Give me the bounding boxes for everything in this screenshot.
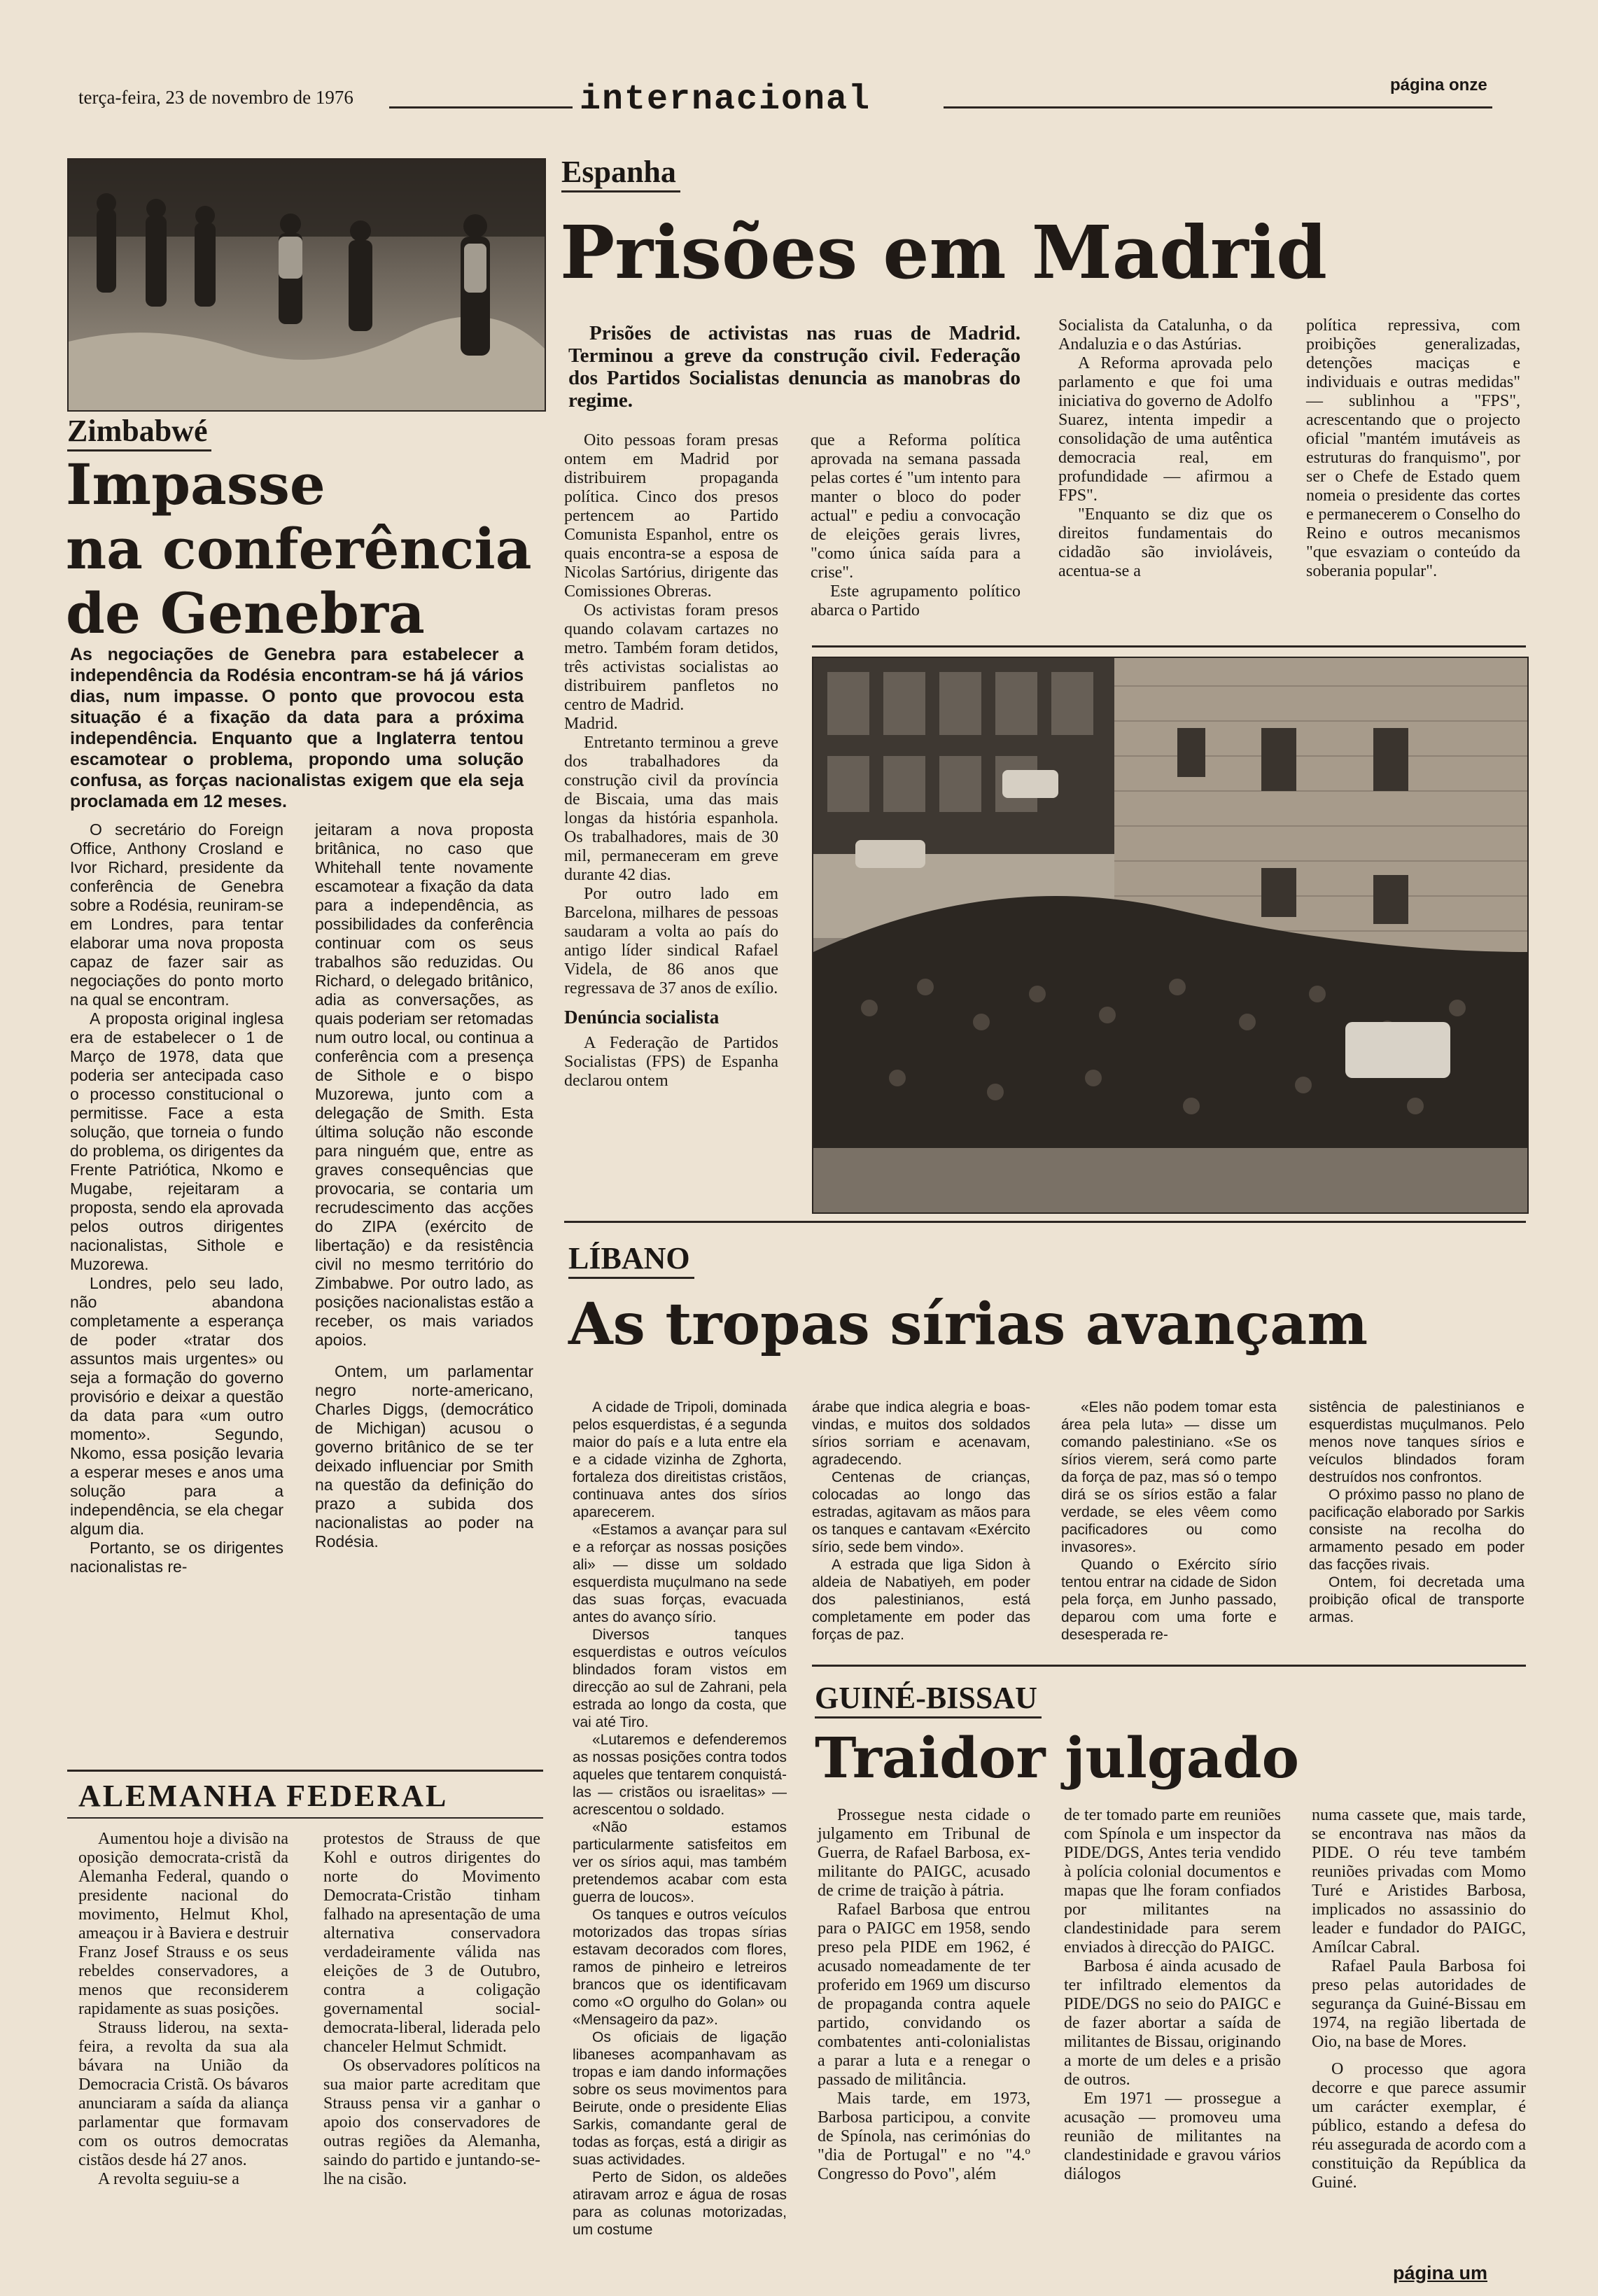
espanha-column-1: [564, 431, 778, 1091]
alemanha-paragraph: A revolta seguiu-se a: [98, 2170, 239, 2188]
espanha-paragraph: Por outro lado em Barcelona, milhares de pessoas saudaram a volta ao país do antigo líder sindical Rafael Videla, de 86 anos que regressava de 37 anos de exílio.: [564, 885, 778, 997]
guine-column-1: [818, 1806, 1030, 2184]
alemanha-paragraph: Aumentou hoje a divisão na oposição democrata-cristã da Alemanha Federal, quando o presidente nacional do movimento, Helmut Khol, ameaçou ir à Baviera e destruir Franz Josef Strauss e os seus rebeldes conservadores, a menos que reconsiderem rapidamente as suas posições.: [78, 1830, 288, 2018]
alemanha-kicker: ALEMANHA FEDERAL: [78, 1779, 449, 1813]
libano-kicker-wrap: [568, 1240, 694, 1279]
crowd-photo-illustration: [813, 658, 1527, 1212]
zimbabwe-title-line3: de Genebra: [66, 580, 425, 646]
libano-paragraph: A estrada que liga Sidon à aldeia de Nabatiyeh, em poder dos palestinianos, está completamente em poder das forças de paz.: [812, 1557, 1030, 1643]
espanha-paragraph: A Federação de Partidos Socialistas (FPS) de Espanha declarou ontem: [564, 1034, 778, 1090]
guine-kicker-wrap: [815, 1680, 1042, 1718]
zimbabwe-paragraph: O secretário do Foreign Office, Anthony Crosland e Ivor Richard, presidente da conferência de Genebra sobre a Rodésia, reuniram-se em Londres, para tentar elaborar uma nova proposta capaz de fazer sair as negociações do ponto morto na qual se encontram.: [70, 820, 283, 1009]
espanha-paragraph: Este agrupamento político abarca o Partido: [811, 582, 1021, 620]
espanha-column-3: [1058, 316, 1273, 581]
soldiers-photo-illustration: [69, 160, 545, 410]
libano-kicker: LÍBANO: [568, 1240, 694, 1279]
alemanha-column-2: [323, 1830, 540, 2189]
guine-paragraph: Rafael Barbosa que entrou para o PAIGC em 1958, sendo preso pela PIDE em 1962, é acusado nomeadamente de ter proferido em 1969 um discurso de propaganda contra aquele partido, convidando os combatentes anti-colonialistas a parar a luta e a renegar o passado de militância.: [818, 1900, 1030, 2089]
zimbabwe-title-line1: Impasse: [66, 451, 325, 517]
zimbabwe-paragraph: Ontem, um parlamentar negro norte-americano, Charles Diggs, (democrático de Michigan) acusou o governo britânico de se ter deixado influenciar por Smith na questão da definição do prazo a subida dos nacionalistas ao poder na Rodésia.: [315, 1362, 533, 1550]
libano-paragraph: Diversos tanques esquerdistas e outros veículos blindados foram vistos em direcção ao sul de Zahrani, pela estrada ao longo da costa, que vai até Tiro.: [573, 1627, 787, 1730]
libano-paragraph: «Eles não podem tomar esta área pela luta» — disse um comando palestiniano. «Se os sírios vierem, será como parte da força de paz, mas só o tempo dirá se os sírios estão a falar verdade, se eles vêem como pacificadores ou como invasores».: [1061, 1399, 1277, 1555]
libano-paragraph: Centenas de crianças, colocadas ao longo das estradas, agitavam as mãos para os tanques e cantavam «Exército sírio, sede bem vindo».: [812, 1469, 1030, 1555]
libano-paragraph: Ontem, foi decretada uma proibição ofical de transporte armas.: [1309, 1574, 1525, 1625]
espanha-photo: [812, 657, 1529, 1214]
alemanha-paragraph: Os observadores políticos na sua maior parte acreditam que Strauss pensa vir a ganhar o apoio dos conservadores de outras regiões da Alemanha, saindo do partido e juntando-se-lhe na cisão.: [323, 2057, 540, 2188]
libano-paragraph: Os tanques e outros veículos motorizados das tropas sírias estavam decorados com flores, ramos de pinheiro e letreiros brancos que os identificavam como «O orgulho do Golan» ou «Mensageiro da paz».: [573, 1907, 787, 2028]
page-number: página onze: [1390, 76, 1487, 94]
espanha-paragraph: "Enquanto se diz que os direitos fundamentais do cidadão são invioláveis, acentua-se a: [1058, 505, 1273, 580]
alemanha-column-1: [78, 1830, 288, 2189]
espanha-title: Prisões em Madrid: [560, 209, 1328, 295]
section-title: internacional: [580, 80, 871, 120]
header-rule-left: [389, 106, 573, 108]
libano-paragraph: sistência de palestinianos e esquerdistas muçulmanos. Pelo menos nove tanques sírios e veículos blindados foram destruídos nos confrontos.: [1309, 1399, 1525, 1485]
alemanha-paragraph: protestos de Strauss de que Kohl e outros dirigentes do norte do Movimento Democrata-Cristão tinham falhado na apresentação de uma alternativa conservadora verdadeiramente válida nas eleições de 3 de Outubro, contra a coligação governamental social-democrata-liberal, liderada pelo chanceler Helmut Schmidt.: [323, 1830, 540, 2056]
guine-column-3: [1312, 1806, 1526, 2192]
espanha-paragraph: Socialista da Catalunha, o da Andaluzia e o das Astúrias.: [1058, 316, 1273, 354]
espanha-paragraph: que a Reforma política aprovada na semana passada pelas cortes é "um intento para manter o bloco do poder actual" e pediu a convocação de eleições gerais livres, "como única saída para a crise".: [811, 431, 1021, 582]
header-date: terça-feira, 23 de novembro de 1976: [78, 87, 353, 108]
espanha-paragraph: Os activistas foram presos quando colavam cartazes no metro. Também foram detidos, três activistas socialistas ao distribuirem panfletos no centro de Madrid.: [564, 601, 778, 714]
espanha-paragraph: política repressiva, com proibições generalizadas, detenções maciças e individuais e outras medidas" — sublinhou a "FPS", acrescentando que o projecto oficial "mantém imutáveis as estruturas do franquismo", por ser o Chefe de Estado quem nomeia o presidente das cortes e permanecerem o Conselho do Reino e outros mecanismos "que esvaziam o conteúdo da soberania popular".: [1306, 316, 1520, 580]
libano-column-1: [573, 1399, 787, 2239]
libano-paragraph: árabe que indica alegria e boas-vindas, e muitos dos soldados sírios sorriam e acenavam, agradecendo.: [812, 1399, 1030, 1468]
zimbabwe-column-1: [70, 820, 283, 1576]
libano-column-4: [1309, 1399, 1525, 1626]
guine-paragraph: numa cassete que, mais tarde, se encontrava nas mãos da PIDE. O réu teve também reuniões privadas com Momo Turé e Aristides Barbosa, implicados no assassinio do leader e fundador do PAIGC, Amílcar Cabral.: [1312, 1806, 1526, 1956]
libano-column-3: [1061, 1399, 1277, 1644]
zimbabwe-paragraph: Londres, pelo seu lado, não abandona completamente a esperança de poder «tratar dos assuntos mais urgentes» ou seja a formação do governo provisório e deixar a questão da data para «um outro momento». Segundo, Nkomo, essa posição levaria a esperar meses e anos uma solução para a independência, se ela chegar algum dia.: [70, 1274, 283, 1538]
zimbabwe-paragraph: Portanto, se os dirigentes nacionalistas re-: [70, 1539, 283, 1576]
zimbabwe-headline: [66, 452, 549, 645]
header-rule-right: [944, 106, 1492, 108]
espanha-paragraph: Madrid.: [564, 715, 618, 733]
alemanha-kicker-rule: [67, 1817, 543, 1819]
zimbabwe-lead: As negociações de Genebra para estabelecer a independência da Rodésia encontram-se há já vários dias, num impasse. O ponto que provocou esta situação é a fixação da data para a próxima independência. Enquanto que a Inglaterra tentou escamotear o problema, propondo uma solução confusa, as forças nacionalistas exigem que ela seja proclamada em 12 meses.: [70, 645, 524, 811]
libano-paragraph: Quando o Exército sírio tentou entrar na cidade de Sidon pela força, em Junho passado, deparou com uma forte e desesperada re-: [1061, 1557, 1277, 1643]
guine-paragraph: O processo que agora decorre e que parece assumir um carácter exemplar, é público, estando a defesa do réu assegurada de acordo com a constituição da República da Guiné.: [1312, 2060, 1526, 2192]
libano-column-2: [812, 1399, 1030, 1644]
espanha-kicker-wrap: [561, 154, 680, 192]
libano-paragraph: Os oficiais de ligação libaneses acompanhavam as tropas e iam dando informações sobre os seus movimentos para Beirute, onde o presidente Elias Sarkis, comandante geral de todas as forças, está a dirigir as suas actividades.: [573, 2029, 787, 2168]
guine-paragraph: Mais tarde, em 1973, Barbosa participou, a convite de Spínola, nas cerimónias do "dia de Portugal" e no "4.º Congresso do Povo", além: [818, 2090, 1030, 2183]
zimbabwe-kicker-wrap: [67, 413, 211, 451]
guine-column-2: [1064, 1806, 1281, 2184]
zimbabwe-paragraph: jeitaram a nova proposta britânica, no caso que Whitehall tente novamente escamotear a fixação da data para a independência, as possibilidades da conferência continuar com os seus trabalhos são reduzidas. Ou Richard, o delegado britânico, adia as conversações, as quais poderiam ser retomadas num outro local, ou continua a conferência com a presença de Sithole e o bispo Muzorewa, junto com a delegação de Smith. Esta última solução não esconde para ninguém que, entre as graves consequências que provocaria, se contaria um recrudescimento das acções do ZIPA (exército de libertação) e da resistência civil no mesmo território do Zimbabwe. Por outro lado, as posições nacionalistas estão a receber, os mais variados apoios.: [315, 820, 533, 1349]
guine-paragraph: Rafael Paula Barbosa foi preso pelas autoridades de segurança da Guiné-Bissau em 1974, na região libertada de Oio, na base de Mores.: [1312, 1957, 1526, 2051]
zimbabwe-paragraph: A proposta original inglesa era de estabelecer o 1 de Março de 1978, data que poderia ser antecipada caso o processo constitucional o permitisse. Face a esta solução, que torneia o fundo do problema, os dirigentes da Frente Patriótica, Nkomo e Mugabe, rejeitaram a proposta, sendo ela aprovada pelos outros dirigentes nacionalistas, Sithole e Muzorewa.: [70, 1009, 283, 1273]
libano-paragraph: «Lutaremos e defenderemos as nossas posições contra todos aqueles que tentarem conquistá-las — cristãos ou israelitas» — acrescentou o soldado.: [573, 1732, 787, 1818]
espanha-column-2: [811, 431, 1021, 620]
espanha-photo-rule: [812, 645, 1526, 648]
espanha-paragraph: Entretanto terminou a greve dos trabalhadores da construção civil da província de Biscaia, uma das mais longas da história espanhola. Os trabalhadores, mais de 30 mil, permaneceram em greve durante 42 dias.: [564, 734, 778, 884]
footer-page-link[interactable]: página um: [1393, 2262, 1488, 2283]
guine-kicker: GUINÉ-BISSAU: [815, 1680, 1042, 1718]
libano-title: As tropas sírias avançam: [568, 1291, 1368, 1358]
guine-paragraph: Em 1971 — prossegue a acusação — promoveu uma reunião de militantes na clandestinidade e gravou vários diálogos: [1064, 2090, 1281, 2183]
guine-paragraph: Barbosa é ainda acusado de ter infiltrado elementos da PIDE/DGS no seio do PAIGC e de fazer abortar a saída de militantes de Bissau, originando a morte de um deles e a prisão de outros.: [1064, 1957, 1281, 2089]
zimbabwe-column-2: [315, 820, 533, 1551]
libano-paragraph: A cidade de Tripoli, dominada pelos esquerdistas, é a segunda maior do país e a luta entre ela e a cidade vizinha de Zghorta, fortaleza dos direitistas cristãos, continuava antes dos sírios aparecerem.: [573, 1399, 787, 1520]
libano-paragraph: Perto de Sidon, os aldeões atiravam arroz e água de rosas para as colunas motorizadas, um costume: [573, 2169, 787, 2238]
espanha-kicker: Espanha: [561, 154, 680, 192]
guine-title: Traidor julgado: [815, 1725, 1299, 1791]
espanha-subhead: Denúncia socialista: [564, 1007, 720, 1028]
guine-top-rule: [812, 1665, 1526, 1667]
zimbabwe-kicker: Zimbabwé: [67, 413, 211, 451]
alemanha-top-rule: [67, 1770, 543, 1772]
zimbabwe-title-line2: na conferência: [66, 516, 532, 582]
guine-paragraph: de ter tomado parte em reuniões com Spínola e um inspector da PIDE/DGS, Antes teria vendido à polícia colonial documentos e mapas que lhe foram confiados por militantes na clandestinidade para serem enviados à direcção do PAIGC.: [1064, 1806, 1281, 1956]
libano-paragraph: «Estamos a avançar para sul e a reforçar as nossas posições ali» — disse um soldado esquerdista muçulmano na sede das suas forças, evacuada antes do avanço sírio.: [573, 1522, 787, 1625]
espanha-column-4: [1306, 316, 1520, 581]
zimbabwe-photo: [67, 158, 546, 412]
libano-paragraph: «Não estamos particularmente satisfeitos em ver os sírios aqui, mas também pretendemos acabar com esta guerra de loucos».: [573, 1819, 787, 1905]
espanha-paragraph: A Reforma aprovada pelo parlamento e que foi uma iniciativa do governo de Adolfo Suarez, intenta impedir a consolidação de uma autêntica democracia real, em profundidade — afirmou a FPS".: [1058, 354, 1273, 505]
guine-paragraph: Prossegue nesta cidade o julgamento em Tribunal de Guerra, de Rafael Barbosa, ex-militante do PAIGC, acusado de crime de traição à pátria.: [818, 1806, 1030, 1900]
libano-paragraph: O próximo passo no plano de pacificação elaborado por Sarkis consiste na recolha do armamento pesado em poder das facções rivais.: [1309, 1487, 1525, 1573]
espanha-paragraph: Oito pessoas foram presas ontem em Madrid por distribuirem propaganda política. Cinco dos presos pertencem ao Partido Comunista Espanhol, entre os quais encontra-se a esposa de Nicolas Sartórius, dirigente das Comissiones Obreras.: [564, 431, 778, 601]
libano-top-rule: [564, 1221, 1526, 1223]
alemanha-paragraph: Strauss liderou, na sexta-feira, a revolta da sua ala bávara na União da Democracia Cristã. Os bávaros anunciaram a saída da aliança parlamentar que formavam com os outros democratas cistãos desde há 27 anos.: [78, 2019, 288, 2169]
espanha-lead: Prisões de activistas nas ruas de Madrid. Terminou a greve da construção civil. Federação dos Partidos Socialistas denuncia as manobras do regime.: [568, 322, 1021, 412]
